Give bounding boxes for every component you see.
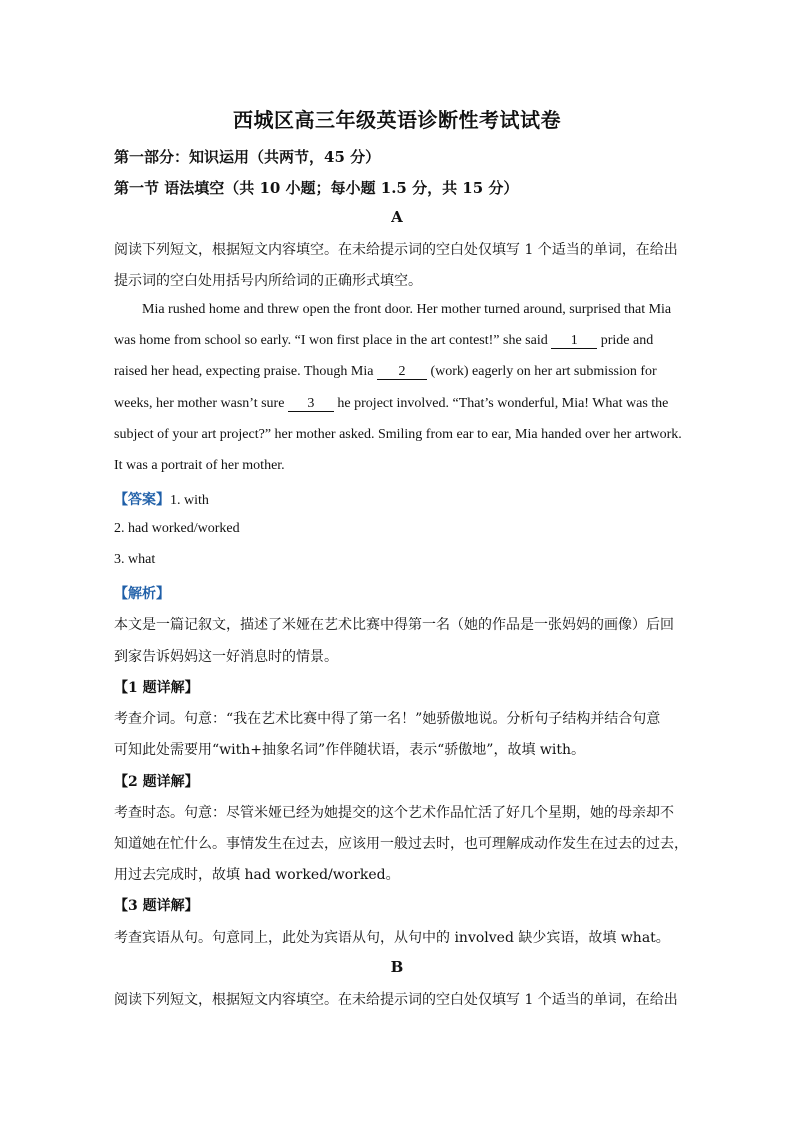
- blank-2: 2: [377, 365, 427, 380]
- detail-1-line-1: 考查介词。句意：“我在艺术比赛中得了第一名！”她骄傲地说。分析句子结构并结合句意: [114, 711, 661, 727]
- passage-line-6: It was a portrait of her mother.: [114, 458, 285, 473]
- passage-line-2-end: pride and: [597, 333, 654, 348]
- passage-line-3: [114, 364, 684, 380]
- detail-2-label: 【2 题详解】: [114, 774, 199, 790]
- passage-line-5: subject of your art project?” her mother asked. Smiling from ear to ear, Mia handed over her artwork.: [114, 427, 682, 442]
- detail-2-line-2: 知道她在忙什么。事情发生在过去，应该用一般过去时，也可理解成动作发生在过去的过去，: [114, 836, 688, 852]
- detail-1-label: 【1 题详解】: [114, 680, 199, 696]
- blank-1: 1: [551, 334, 597, 349]
- passage-line-1: Mia rushed home and threw open the front door. Her mother turned around, surprised that Mia: [142, 302, 672, 317]
- passage-b-letter: B: [390, 958, 404, 976]
- passage-line-2: [114, 333, 684, 349]
- passage-line-4-end: he project involved. “That’s wonderful, Mia! What was the: [333, 396, 669, 411]
- answer-row: [114, 489, 684, 509]
- answer-label: 【答案】: [114, 492, 170, 508]
- passage-line-4-start: weeks, her mother wasn’t sure: [114, 396, 288, 411]
- analysis-label: 【解析】: [114, 586, 170, 602]
- detail-3-line-1: 考查宾语从句。句意同上，此处为宾语从句，从句中的 involved 缺少宾语，故填 what。: [114, 930, 670, 946]
- detail-2-line-3: 用过去完成时，故填 had worked/worked。: [114, 867, 400, 883]
- passage-a-instruction-1: 阅读下列短文，根据短文内容填空。在未给提示词的空白处仅填写 1 个适当的单词，在给出: [114, 242, 678, 258]
- passage-a-letter: A: [391, 208, 403, 226]
- answer-2: 2. had worked/worked: [114, 521, 240, 536]
- detail-1-line-2: 可知此处需要用“with+抽象名词”作伴随状语，表示“骄傲地”，故填 with。: [114, 742, 586, 758]
- passage-a-instruction-2: 提示词的空白处用括号内所给词的正确形式填空。: [114, 273, 422, 289]
- analysis-line-2: 到家告诉妈妈这一好消息时的情景。: [114, 649, 338, 665]
- passage-b-instruction-1: 阅读下列短文，根据短文内容填空。在未给提示词的空白处仅填写 1 个适当的单词，在给出: [114, 992, 678, 1008]
- passage-line-4: [114, 396, 684, 412]
- section-heading: 第一节 语法填空（共 10 小题；每小题 1.5 分，共 15 分）: [114, 179, 519, 197]
- passage-line-2-start: was home from school so early. “I won first place in the art contest!” she said: [114, 333, 552, 348]
- answer-1: 1. with: [170, 493, 209, 508]
- detail-2-line-1: 考查时态。句意：尽管米娅已经为她提交的这个艺术作品忙活了好几个星期，她的母亲却不: [114, 805, 674, 821]
- passage-line-3-end: (work) eagerly on her art submission for: [426, 364, 657, 379]
- answer-3: 3. what: [114, 552, 156, 567]
- detail-3-label: 【3 题详解】: [114, 898, 199, 914]
- analysis-line-1: 本文是一篇记叙文，描述了米娅在艺术比赛中得第一名（她的作品是一张妈妈的画像）后回: [114, 617, 674, 633]
- page-title: 西城区高三年级英语诊断性考试试卷: [233, 108, 561, 132]
- passage-line-3-start: raised her head, expecting praise. Though Mia: [114, 364, 377, 379]
- part-heading: 第一部分：知识运用（共两节，45 分）: [114, 148, 381, 166]
- blank-3: 3: [288, 397, 334, 412]
